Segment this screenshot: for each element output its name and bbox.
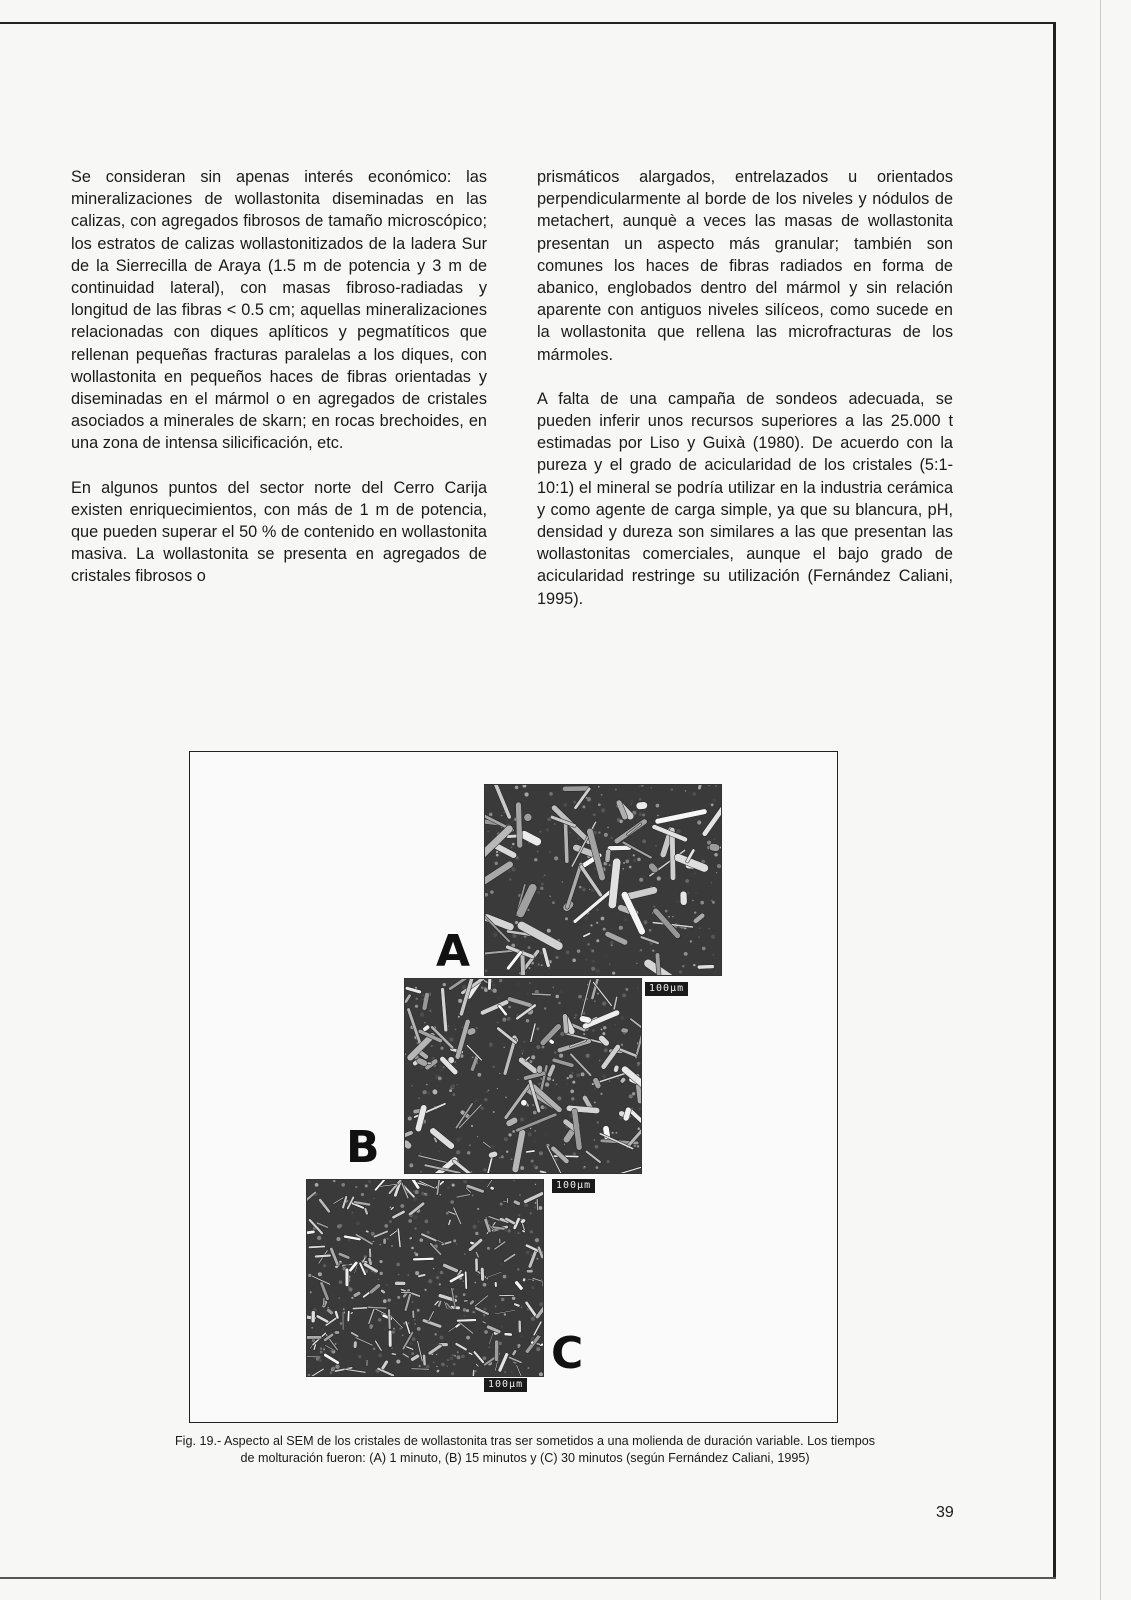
scale-bar-c: 100µm bbox=[484, 1378, 527, 1392]
left-column bbox=[71, 166, 487, 610]
sem-texture bbox=[485, 785, 721, 975]
panel-label-a: A bbox=[436, 926, 471, 977]
sem-image-c bbox=[306, 1179, 544, 1377]
sem-texture bbox=[307, 1180, 543, 1376]
sem-image-a bbox=[484, 784, 722, 976]
panel-label-c: C bbox=[551, 1328, 584, 1379]
page-edge bbox=[1100, 0, 1101, 1600]
panel-label-b: B bbox=[346, 1122, 380, 1173]
scale-bar-a: 100µm bbox=[645, 982, 688, 996]
sem-image-b bbox=[404, 978, 642, 1174]
sem-texture bbox=[405, 979, 641, 1173]
paragraph: Se consideran sin apenas interés económico: las mineralizaciones de wollastonita diseminadas en las calizas, con agregados fibrosos de tamaño microscópico; los estratos de calizas wollastonitizados de la ladera Sur de la Sierrecilla de Araya (1.5 m de potencia y 3 m de continuidad lateral), con masas fibroso-radiadas y longitud de las fibras < 0.5 cm; aquellas mineralizaciones relacionadas con diques aplíticos y pegmatíticos que rellenan pequeñas fracturas paralelas a los diques, con wollastonita en pequeños haces de fibras orientadas y diseminadas en el mármol o en agregados de cristales asociados a minerales de skarn; en rocas brechoides, en una zona de intensa silicificación, etc. bbox=[71, 168, 487, 453]
page-frame-top bbox=[0, 22, 1055, 24]
right-column bbox=[537, 166, 953, 632]
page-number: 39 bbox=[936, 1504, 954, 1521]
scale-bar-b: 100µm bbox=[552, 1179, 595, 1193]
paragraph: A falta de una campaña de sondeos adecuada, se pueden inferir unos recursos superiores a las 25.000 t estimadas por Liso y Guixà (1980). De acuerdo con la pureza y el grado de acicularidad de los cristales (5:1-10:1) el mineral se podría utilizar en la industria cerámica y como agente de carga simple, ya que su blancura, pH, densidad y dureza son similares a las que presentan las wollastonitas comerciales, aunque el bajo grado de acicularidad restringe su utilización (Fernández Caliani, 1995). bbox=[537, 389, 953, 608]
figure-19 bbox=[189, 751, 838, 1423]
paragraph: prismáticos alargados, entrelazados u orientados perpendicularmente al borde de los niveles y nódulos de metachert, aunquè a veces las masas de wollastonita presentan un aspecto más granular; también son comunes los haces de fibras radiados en forma de abanico, englobados dentro del mármol y sin relación aparente con antiguos niveles silíceos, como sucede en la wollastonita que rellena las microfracturas de los mármoles. bbox=[537, 168, 953, 364]
figure-caption bbox=[80, 1433, 970, 1467]
page-frame-right bbox=[1053, 22, 1056, 1578]
page-frame-bottom bbox=[0, 1577, 1056, 1579]
paragraph: En algunos puntos del sector norte del Cerro Carija existen enriquecimientos, con más de 1 m de potencia, que pueden superar el 50 % de contenido en wollastonita masiva. La wollastonita se presenta en agregados de cristales fibrosos o bbox=[71, 478, 487, 586]
caption-line: de molturación fueron: (A) 1 minuto, (B) 15 minutos y (C) 30 minutos (según Fernández Caliani, 1995) bbox=[240, 1451, 810, 1465]
caption-line: Fig. 19.- Aspecto al SEM de los cristales de wollastonita tras ser sometidos a una molienda de duración variable. Los tiempos bbox=[174, 1434, 875, 1448]
